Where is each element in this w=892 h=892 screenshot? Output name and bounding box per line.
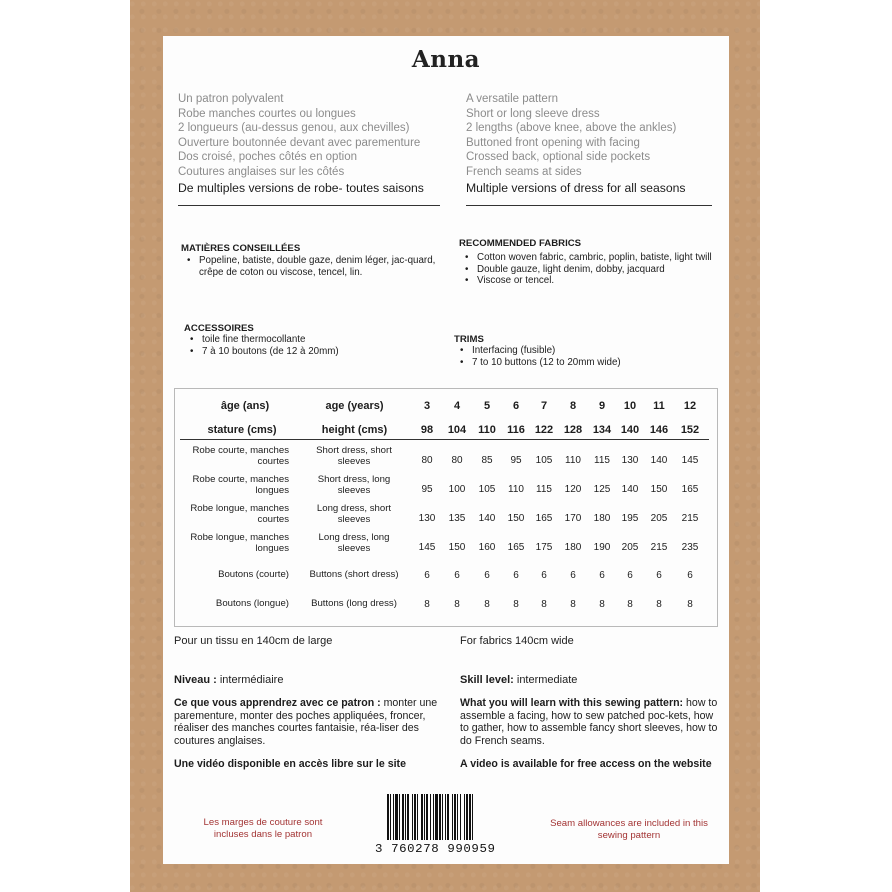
list-item: • 7 à 10 boutons (de 12 à 20mm) [194, 346, 434, 358]
table-row-label-en: Buttons (long dress) [311, 598, 397, 609]
en-level-value: intermediate [516, 674, 578, 686]
table-cell: 195 [621, 513, 639, 524]
table-cell: 146 [649, 424, 669, 436]
table-cell: 85 [481, 455, 493, 466]
en-intro-line: 2 lengths (above knee, above the ankles) [466, 122, 677, 135]
barcode-bar [439, 794, 441, 840]
table-cell: 130 [418, 513, 436, 524]
barcode-bar [407, 794, 409, 840]
table-cell: 6 [656, 570, 662, 581]
list-item: • 7 to 10 buttons (12 to 20mm wide) [464, 357, 704, 369]
table-cell: 180 [564, 542, 582, 553]
table-cell: 105 [478, 484, 496, 495]
table-cell: 10 [623, 400, 637, 412]
table-cell: 6 [454, 570, 460, 581]
en-learn-text: how to assemble a facing, how to sew patched poc-kets, how to gather, how to assemble fancy short sleeves, how to do French seams. [460, 697, 718, 747]
barcode-bar [424, 794, 425, 840]
table-row-label-fr: Robe courte, manches courtes [192, 445, 289, 467]
fr-learn-text: monter une parementure, monter des poches appliquées, froncer, réaliser des manches courtes fantaisie, réa-liser des coutures anglaises. [174, 697, 438, 747]
barcode-bar [387, 794, 389, 840]
table-cell: 6 [424, 570, 430, 581]
en-learn [460, 697, 720, 747]
barcode-bar [417, 794, 418, 840]
table-row-label-en: Long dress, long sleeves [318, 532, 390, 554]
list-item: • Popeline, batiste, double gaze, denim léger, jac-quard, crêpe de coton ou viscose, tencel, lin. [191, 255, 436, 278]
fr-intro-line: Coutures anglaises sur les côtés [178, 165, 345, 178]
table-cell: 122 [534, 424, 554, 436]
barcode-bar [445, 794, 446, 840]
table-cell: 205 [650, 513, 668, 524]
table-header-fr: âge (ans) [220, 400, 270, 412]
table-cell: 9 [598, 400, 606, 412]
table-cell: 8 [424, 599, 430, 610]
table-header-en: age (years) [325, 400, 384, 412]
pattern-title: Anna [411, 46, 481, 73]
list-item: • Interfacing (fusible) [464, 345, 704, 357]
table-cell: 6 [484, 570, 490, 581]
table-cell: 6 [541, 570, 547, 581]
en-fabrics-heading: RECOMMENDED FABRICS [459, 238, 582, 249]
table-cell: 215 [650, 542, 668, 553]
en-intro-line: Short or long sleeve dress [466, 107, 600, 120]
table-row-label-fr: Boutons (longue) [215, 598, 289, 609]
table-cell: 8 [454, 599, 460, 610]
list-item: • Cotton woven fabric, cambric, poplin, batiste, light twill [469, 252, 714, 264]
table-cell: 95 [421, 484, 433, 495]
table-cell: 150 [448, 542, 466, 553]
fr-intro-line: Dos croisé, poches côtés en option [178, 151, 357, 164]
list-item: • Double gauze, light denim, dobby, jacquard [469, 264, 714, 276]
barcode-number: 3 760278 990959 [375, 842, 496, 856]
table-cell: 80 [451, 455, 463, 466]
fr-intro [178, 92, 443, 195]
barcode-bar [405, 794, 406, 840]
en-fabrics [459, 238, 714, 287]
fr-level-value: intermédiaire [219, 674, 284, 686]
table-cell: 6 [687, 570, 693, 581]
table-cell: 120 [564, 484, 582, 495]
en-trims [454, 334, 704, 368]
table-cell: 80 [421, 455, 433, 466]
en-learn-label: What you will learn with this sewing pattern: [460, 697, 684, 709]
list-item: • Viscose or tencel. [469, 275, 714, 287]
table-cell: 140 [620, 424, 640, 436]
table-row-label-fr: Robe longue, manches courtes [190, 503, 289, 525]
fr-intro-divider [178, 205, 440, 206]
table-cell: 180 [593, 513, 611, 524]
table-cell: 110 [565, 455, 581, 466]
barcode-bar [442, 794, 443, 840]
table-cell: 11 [653, 400, 665, 412]
table-header-en: height (cms) [321, 424, 388, 436]
barcode-bar [390, 794, 391, 840]
barcode-bar [421, 794, 423, 840]
table-cell: 165 [535, 513, 553, 524]
barcode-bar [399, 794, 400, 840]
barcode-bar [464, 794, 465, 840]
en-intro-line: French seams at sides [466, 165, 582, 178]
en-intro-line: Crossed back, optional side pockets [466, 151, 651, 164]
table-cell: 6 [570, 570, 576, 581]
table-row-label-en: Short dress, long sleeves [317, 474, 391, 496]
table-cell: 115 [594, 455, 610, 466]
table-cell: 110 [478, 424, 496, 436]
en-intro-highlight: Multiple versions of dress for all seasons [466, 180, 686, 195]
fr-learn [174, 697, 447, 747]
fr-learn-label: Ce que vous apprendrez avec ce patron : [174, 697, 381, 709]
table-row-label-en: Buttons (short dress) [309, 569, 399, 580]
en-intro-line: Buttoned front opening with facing [466, 136, 640, 149]
barcode-bar [433, 794, 434, 840]
table-row-label-en: Long dress, short sleeves [316, 503, 392, 525]
barcode-bar [472, 794, 473, 840]
en-level [460, 674, 577, 686]
table-cell: 8 [513, 599, 519, 610]
en-fabrics-list [459, 252, 714, 287]
table-cell: 145 [418, 542, 436, 553]
barcode-bar [402, 794, 404, 840]
barcode-bar [414, 794, 416, 840]
fr-trims-heading: ACCESSOIRES [184, 323, 254, 334]
table-cell: 160 [478, 542, 496, 553]
barcode-bar [469, 794, 471, 840]
list-item: • toile fine thermocollante [194, 334, 434, 346]
fr-intro-highlight: De multiples versions de robe- toutes saisons [178, 180, 424, 195]
table-cell: 104 [447, 424, 467, 436]
table-cell: 205 [621, 542, 639, 553]
table-cell: 130 [621, 455, 639, 466]
table-cell: 8 [484, 599, 490, 610]
en-intro-divider [466, 205, 712, 206]
table-header-fr: stature (cms) [207, 424, 277, 436]
en-intro [466, 92, 721, 195]
table-cell: 98 [420, 424, 434, 436]
table-cell: 110 [508, 484, 524, 495]
table-cell: 190 [593, 542, 611, 553]
table-cell: 12 [683, 400, 697, 412]
barcode-bar [447, 794, 449, 840]
fr-fabrics-heading: MATIÈRES CONSEILLÉES [181, 243, 301, 254]
table-row-label-fr: Robe longue, manches longues [190, 532, 289, 554]
fr-trims-list [184, 334, 434, 357]
table-cell: 7 [540, 400, 548, 412]
table-cell: 3 [423, 400, 431, 412]
barcode-bar [460, 794, 461, 840]
fr-intro-line: Un patron polyvalent [178, 93, 284, 105]
fr-fabrics [181, 243, 436, 278]
table-cell: 8 [656, 599, 662, 610]
fr-trims [184, 323, 434, 357]
table-cell: 135 [448, 513, 466, 524]
fr-intro-line: 2 longueurs (au-dessus genou, aux chevilles) [178, 122, 410, 135]
en-seam-note: Seam allowances are included in this sewing pattern [550, 818, 708, 841]
fr-fabric-width: Pour un tissu en 140cm de large [174, 635, 333, 647]
table-cell: 8 [687, 599, 693, 610]
table-cell: 165 [507, 542, 525, 553]
en-trims-list [454, 345, 704, 368]
en-level-label: Skill level: [460, 674, 514, 686]
en-fabric-width: For fabrics 140cm wide [460, 635, 574, 647]
barcode-bar [454, 794, 456, 840]
table-cell: 140 [650, 455, 668, 466]
table-row-label-en: Short dress, short sleeves [316, 445, 392, 467]
table-cell: 6 [513, 570, 519, 581]
size-table [174, 388, 718, 627]
table-cell: 100 [448, 484, 466, 495]
fr-level-label: Niveau : [174, 674, 217, 686]
table-cell: 116 [507, 424, 525, 436]
barcode-bar [426, 794, 428, 840]
table-cell: 5 [483, 400, 491, 412]
table-cell: 8 [599, 599, 605, 610]
fr-seam-note: Les marges de couture sont incluses dans le patron [203, 817, 323, 840]
barcode-bar [452, 794, 453, 840]
table-cell: 170 [564, 513, 582, 524]
barcode-bar [412, 794, 413, 840]
barcode-bar [393, 794, 394, 840]
table-cell: 150 [650, 484, 668, 495]
en-trims-heading: TRIMS [454, 334, 484, 345]
fr-video-note: Une vidéo disponible en accès libre sur le site [174, 758, 406, 770]
table-cell: 95 [510, 455, 522, 466]
table-row-label-fr: Robe courte, manches longues [192, 474, 289, 496]
table-cell: 215 [681, 513, 699, 524]
table-cell: 235 [681, 542, 699, 553]
table-cell: 8 [627, 599, 633, 610]
table-cell: 165 [681, 484, 699, 495]
fr-level [174, 674, 283, 686]
barcode-bar [466, 794, 468, 840]
table-cell: 140 [478, 513, 496, 524]
table-cell: 8 [570, 599, 576, 610]
table-cell: 145 [681, 455, 699, 466]
table-cell: 4 [453, 400, 461, 412]
table-row-label-fr: Boutons (courte) [218, 569, 289, 580]
table-cell: 175 [535, 542, 553, 553]
table-cell: 150 [507, 513, 525, 524]
fr-fabrics-list [181, 255, 436, 278]
table-cell: 152 [680, 424, 700, 436]
table-header-rule [180, 439, 709, 440]
table-cell: 134 [592, 424, 612, 436]
fr-intro-line: Robe manches courtes ou longues [178, 107, 356, 120]
en-intro-line: A versatile pattern [466, 93, 559, 105]
barcode-bar [457, 794, 458, 840]
table-cell: 6 [627, 570, 633, 581]
table-cell: 8 [569, 400, 577, 412]
barcode-bar [435, 794, 438, 840]
table-cell: 8 [541, 599, 547, 610]
table-cell: 6 [599, 570, 605, 581]
table-cell: 140 [621, 484, 639, 495]
barcode-bar [430, 794, 431, 840]
table-cell: 128 [563, 424, 583, 436]
barcode-bar [395, 794, 398, 840]
fr-intro-line: Ouverture boutonnée devant avec parementure [178, 136, 421, 149]
table-cell: 115 [536, 484, 552, 495]
table-cell: 6 [512, 400, 520, 412]
pattern-info-sheet [163, 36, 729, 864]
table-cell: 125 [593, 484, 611, 495]
en-video-note: A video is available for free access on the website [460, 758, 712, 770]
table-cell: 105 [535, 455, 553, 466]
